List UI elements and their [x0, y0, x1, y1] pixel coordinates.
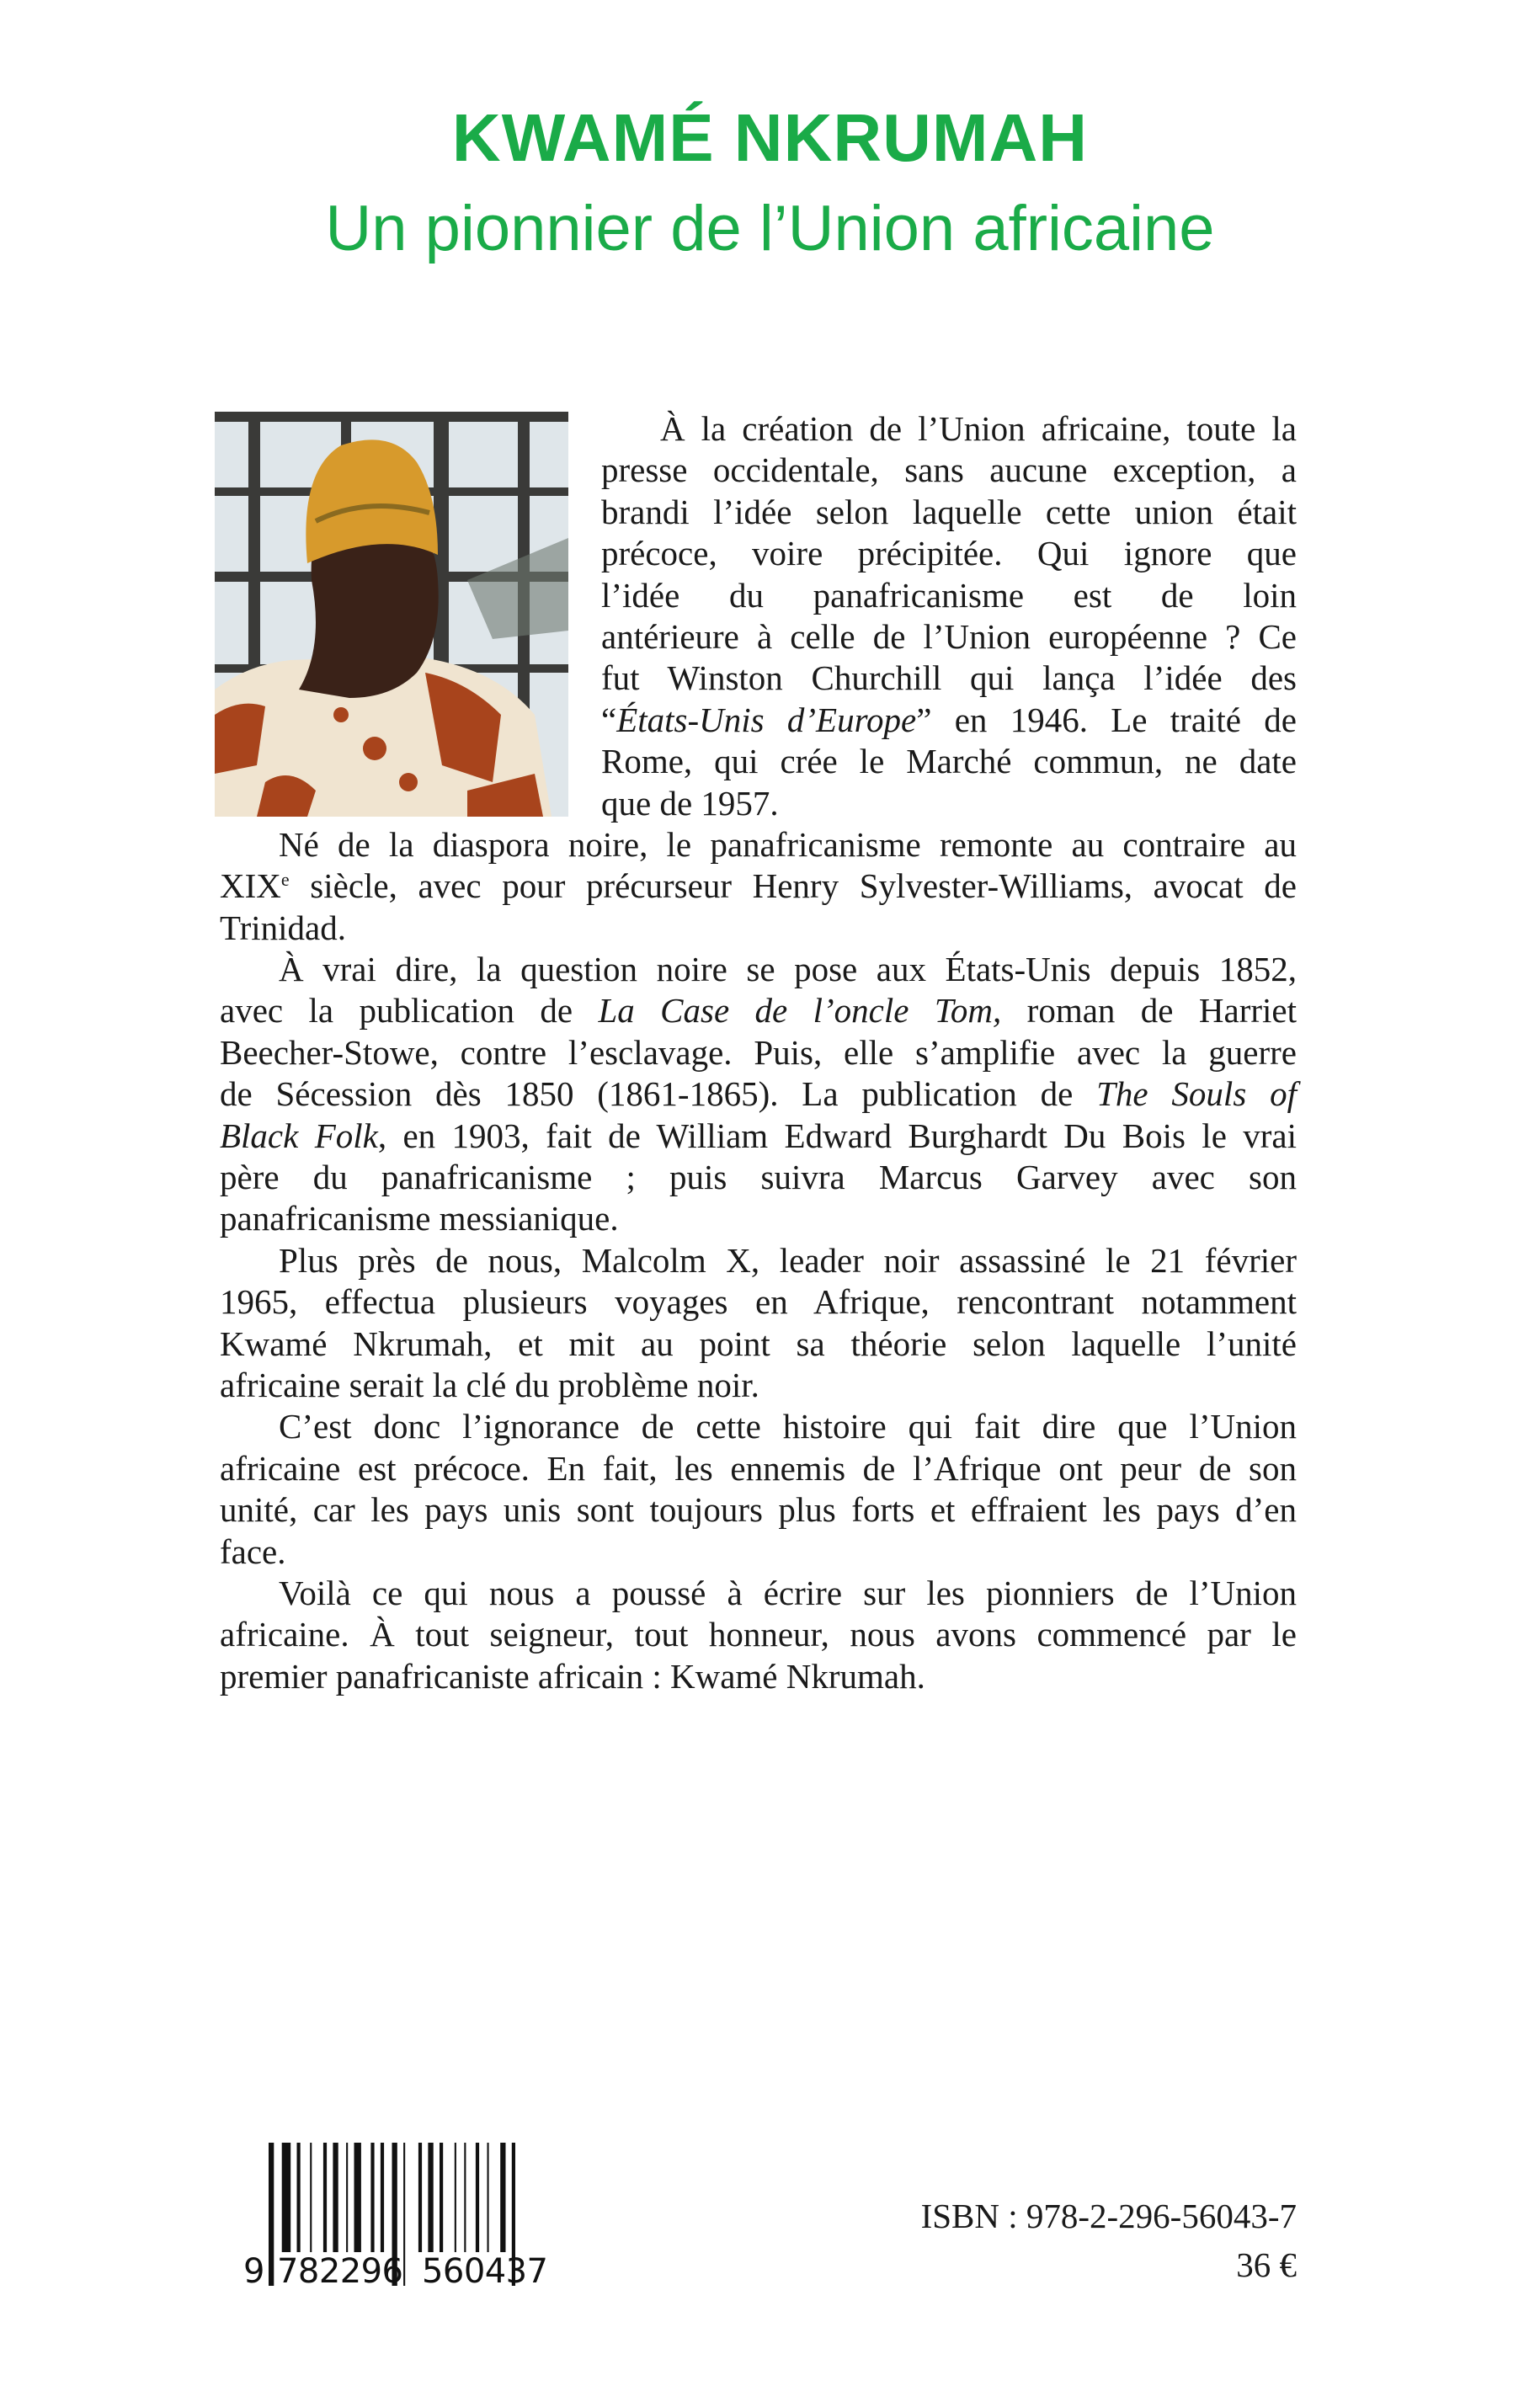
text-segment: C’est donc l’ignorance de cette histoire qui fait dire que l’Union — [279, 1407, 1297, 1446]
barcode-bar — [354, 2143, 361, 2252]
text-segment: unité, car les pays unis sont toujours plus forts et effraient les pays d’en — [220, 1490, 1297, 1530]
isbn-number: ISBN : 978-2-296-56043-7 — [920, 2197, 1297, 2235]
text-segment: ” en 1946. Le traité de — [916, 700, 1297, 739]
text-segment: avec la publication de — [220, 991, 599, 1031]
text-segment: Plus près de nous, Malcolm X, leader noir assassiné le 21 février — [279, 1240, 1297, 1280]
italic-title: États-Unis d’Europe — [616, 700, 917, 739]
text-segment: africaine serait la clé du problème noir. — [220, 1365, 759, 1404]
italic-title: Black Folk — [220, 1116, 378, 1155]
text-line — [220, 1448, 1297, 1489]
text-segment: de Sécession dès 1850 (1861-1865). La publication de — [220, 1074, 1097, 1114]
text-segment: À la création de l’Union africaine, toute la — [660, 409, 1297, 448]
text-line — [220, 1489, 1297, 1531]
text-segment: Beecher-Stowe, contre l’esclavage. Puis, elle s’amplifie avec la guerre — [220, 1032, 1297, 1072]
paragraph — [220, 408, 1297, 824]
barcode-bar — [418, 2143, 422, 2252]
text-segment: 1965, effectua plusieurs voyages en Afrique, rencontrant notamment — [220, 1282, 1297, 1322]
text-line — [220, 908, 1297, 949]
barcode-right-digits: 560437 — [422, 2252, 548, 2286]
text-line — [601, 533, 1297, 574]
text-line — [220, 1073, 1297, 1115]
text-segment: À vrai dire, la question noire se pose aux États-Unis depuis 1852, — [279, 950, 1297, 989]
text-segment: premier panafricaniste africain : Kwamé Nkrumah. — [220, 1656, 925, 1696]
barcode-bar — [428, 2143, 433, 2252]
barcode-bar — [333, 2143, 338, 2252]
text-segment: , en 1903, fait de William Edward Burghardt Du Bois le vrai — [377, 1116, 1298, 1155]
text-line — [220, 865, 1297, 907]
paragraph — [220, 949, 1297, 1240]
barcode-bar — [403, 2143, 405, 2286]
paragraph — [220, 1240, 1297, 1407]
text-segment: e — [280, 869, 290, 891]
text-line — [601, 741, 1297, 782]
barcode-bar — [381, 2143, 384, 2252]
barcode-bar — [440, 2143, 443, 2252]
text-line — [220, 1198, 1297, 1239]
barcode-bar — [269, 2143, 274, 2286]
text-segment: siècle, avec pour précurseur Henry Sylvester-Williams, avocat de — [289, 866, 1297, 906]
text-segment: africaine est précoce. En fait, les ennemis de l’Afrique ont peur de son — [220, 1448, 1297, 1488]
book-subtitle: Un pionnier de l’Union africaine — [325, 193, 1215, 264]
text-segment: africaine. À tout seigneur, tout honneur, nous avons commencé par le — [220, 1615, 1297, 1654]
text-segment: Voilà ce qui nous a poussé à écrire sur les pionniers de l’Union — [279, 1573, 1297, 1612]
text-line — [220, 1281, 1297, 1323]
text-line — [601, 408, 1297, 450]
text-line — [220, 1656, 1297, 1697]
text-line — [601, 575, 1297, 616]
text-segment: presse occidentale, sans aucune exception, a — [601, 450, 1297, 490]
text-segment: Né de la diaspora noire, le panafricanisme remonte au contraire au — [279, 824, 1297, 864]
text-line — [220, 1573, 1297, 1614]
text-line — [220, 1116, 1297, 1157]
text-segment: Kwamé Nkrumah, et mit au point sa théorie selon laquelle l’unité — [220, 1323, 1297, 1363]
text-segment: père du panafricanisme ; puis suivra Marcus Garvey avec son — [220, 1158, 1297, 1197]
isbn-barcode — [243, 2143, 580, 2286]
text-segment: Rome, qui crée le Marché commun, ne date — [601, 742, 1297, 781]
barcode-bar — [476, 2143, 479, 2252]
barcode-bar — [297, 2143, 301, 2252]
barcode-bar — [370, 2143, 374, 2252]
text-segment: précoce, voire précipitée. Qui ignore que — [601, 534, 1297, 573]
paragraph — [220, 824, 1297, 949]
barcode-first-digit: 9 — [243, 2252, 265, 2286]
text-line — [220, 1365, 1297, 1406]
text-segment: fut Winston Churchill qui lança l’idée des — [601, 658, 1297, 698]
barcode-bar — [488, 2143, 489, 2252]
back-cover-text — [220, 408, 1297, 1697]
text-line — [601, 700, 1297, 741]
text-segment: face. — [220, 1531, 286, 1571]
text-line — [220, 1240, 1297, 1281]
barcode-bar — [310, 2143, 312, 2252]
barcode-bar — [500, 2143, 505, 2252]
text-line — [601, 492, 1297, 533]
text-segment: l’idée du panafricanisme est de loin — [601, 575, 1297, 615]
text-line — [601, 658, 1297, 699]
text-line — [601, 783, 1297, 824]
text-segment: que de 1957. — [601, 783, 779, 823]
text-line — [220, 1614, 1297, 1655]
barcode-bar — [282, 2143, 291, 2252]
price: 36 € — [1236, 2245, 1297, 2284]
text-line — [220, 1323, 1297, 1365]
text-line — [220, 949, 1297, 990]
text-segment: antérieure à celle de l’Union européenne ? Ce — [601, 616, 1297, 656]
barcode-bar — [346, 2143, 348, 2252]
barcode-left-digits: 782296 — [277, 2252, 403, 2286]
text-segment: “ — [601, 700, 617, 739]
text-line — [601, 616, 1297, 658]
text-segment: panafricanisme messianique. — [220, 1199, 619, 1238]
barcode-bar — [464, 2143, 466, 2252]
paragraph — [220, 1573, 1297, 1697]
text-line — [220, 824, 1297, 865]
italic-title: La Case de l’oncle Tom, — [598, 991, 1002, 1031]
text-segment: roman de Harriet — [1001, 991, 1297, 1031]
italic-title: The Souls of — [1096, 1074, 1297, 1114]
text-line — [220, 1157, 1297, 1198]
barcode-bar — [455, 2143, 456, 2252]
text-line — [220, 990, 1297, 1031]
paragraph — [220, 1406, 1297, 1573]
text-line — [220, 1032, 1297, 1073]
text-segment: brandi l’idée selon laquelle cette union était — [601, 492, 1297, 531]
text-segment: XIX — [220, 866, 281, 906]
text-line — [601, 450, 1297, 491]
barcode-bar — [323, 2143, 327, 2252]
text-line — [220, 1406, 1297, 1447]
book-title: KWAMÉ NKRUMAH — [451, 100, 1089, 175]
text-line — [220, 1531, 1297, 1573]
text-segment: Trinidad. — [220, 908, 346, 947]
